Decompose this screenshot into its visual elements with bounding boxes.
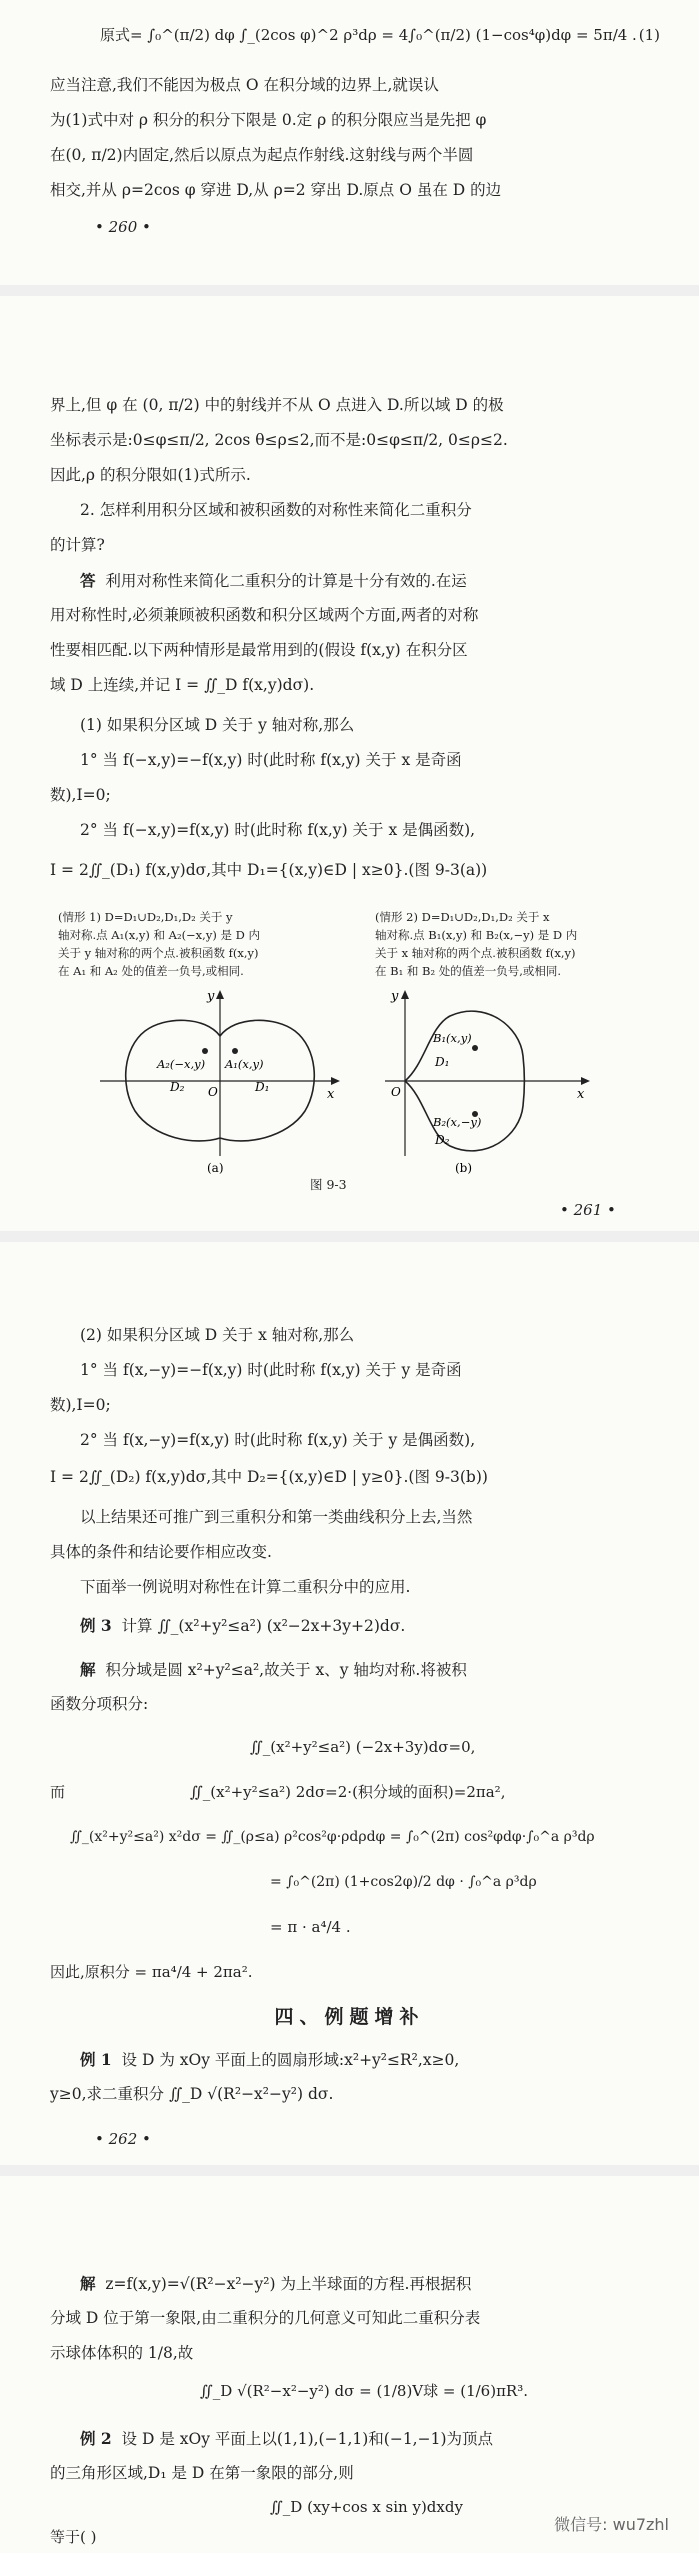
- paragraph-line: 具体的条件和结论要作相应改变.: [50, 1543, 272, 1561]
- paragraph-line: 相交,并从 ρ=2cos φ 穿进 D,从 ρ=2 穿出 D.原点 O 虽在 D 的边: [50, 181, 502, 199]
- paragraph-line: 应当注意,我们不能因为极点 O 在积分域的边界上,就误认: [50, 76, 439, 94]
- figure-title: 图 9-3: [310, 1177, 347, 1192]
- paragraph-line: 下面举一例说明对称性在计算二重积分中的应用.: [80, 1578, 411, 1596]
- page-number: • 262 •: [95, 2130, 151, 2148]
- case-line: (1) 如果积分区域 D 关于 y 轴对称,那么: [80, 716, 355, 734]
- example-label: 例 3: [80, 1616, 112, 1635]
- page-262: [0, 1242, 699, 2165]
- case-line: (2) 如果积分区域 D 关于 x 轴对称,那么: [80, 1326, 355, 1344]
- equation-1: [100, 22, 660, 48]
- math-line: = ∫₀^(2π) (1+cos2φ)/2 dφ · ∫₀^a ρ³dρ: [270, 1874, 537, 1890]
- caption-line: 轴对称.点 B₁(x,y) 和 B₂(x,−y) 是 D 内: [375, 928, 578, 942]
- answer-line: [80, 563, 654, 599]
- example-label: 例 2: [80, 2429, 112, 2448]
- solution-label: 解: [80, 2274, 96, 2293]
- caption-line: 在 B₁ 和 B₂ 处的值差一负号,或相同.: [375, 964, 562, 978]
- label-x: x: [327, 1087, 335, 1102]
- caption-line: 轴对称.点 A₁(x,y) 和 A₂(−x,y) 是 D 内: [58, 928, 260, 942]
- math-line: ∬_D (xy+cos x sin y)dxdy: [270, 2498, 463, 2516]
- y-axis-arrow: [216, 990, 224, 999]
- paragraph-line: 坐标表示是:0≤φ≤π/2, 2cos θ≤ρ≤2,而不是:0≤φ≤π/2, 0≤ρ≤2.: [50, 431, 508, 449]
- caption-a: [58, 908, 358, 980]
- label-a1: A₁(x,y): [225, 1057, 264, 1071]
- figure-9-3b: [375, 986, 595, 1176]
- caption-b: [375, 908, 675, 980]
- x-axis-arrow: [581, 1077, 590, 1085]
- x-axis-arrow: [331, 1077, 340, 1085]
- paragraph-line: 在(0, π/2)内固定,然后以原点为起点作射线.这射线与两个半圆: [50, 146, 474, 164]
- label-origin: O: [208, 1085, 218, 1099]
- label-y: y: [391, 989, 399, 1004]
- subfigure-label: (a): [207, 1161, 224, 1175]
- answer-line: 域 D 上连续,并记 I = ∬_D f(x,y)dσ).: [50, 676, 315, 694]
- paragraph-line: 为(1)式中对 ρ 积分的积分下限是 0.定 ρ 的积分限应当是先把 φ: [50, 111, 487, 129]
- label-d1: D₁: [435, 1055, 450, 1069]
- solution-text: z=f(x,y)=√(R²−x²−y²) 为上半球面的方程.再根据积: [105, 2275, 472, 2293]
- math-line: ∬_(x²+y²≤a²) x²dσ = ∬_(ρ≤a) ρ²cos²φ·ρdρdφ = ∫₀^(2π) cos²φdφ·∫₀^a ρ³dρ: [70, 1829, 595, 1845]
- page-260: [0, 0, 699, 285]
- label-d2: D₂: [170, 1080, 185, 1094]
- subfigure-label: (b): [455, 1161, 473, 1175]
- question-line: 的计算?: [50, 536, 105, 554]
- solution-line: 分域 D 位于第一象限,由二重积分的几何意义可知此二重积分表: [50, 2309, 481, 2327]
- page-number: • 260 •: [95, 218, 151, 236]
- watermark: 微信号: wu7zhl: [554, 2515, 669, 2534]
- solution-line: [80, 1652, 654, 1688]
- point-b1: [472, 1045, 478, 1051]
- label-a2: A₂(−x,y): [157, 1057, 206, 1071]
- example-text: 设 D 是 xOy 平面上以(1,1),(−1,1)和(−1,−1)为顶点: [121, 2430, 494, 2448]
- math-line: ∬_(x²+y²≤a²) 2dσ=2·(积分域的面积)=2πa²,: [190, 1783, 506, 1801]
- case-line: 2° 当 f(−x,y)=f(x,y) 时(此时称 f(x,y) 关于 x 是偶函数),: [80, 821, 476, 839]
- math-line: 因此,原积分 = πa⁴/4 + 2πa².: [50, 1963, 253, 1981]
- example-line: 的三角形区域,D₁ 是 D 在第一象限的部分,则: [50, 2464, 354, 2482]
- answer-label: 答: [80, 571, 96, 590]
- caption-line: 关于 y 轴对称的两个点.被积函数 f(x,y): [58, 946, 259, 960]
- example-3: [80, 1608, 654, 1644]
- case-line: I = 2∬_(D₁) f(x,y)dσ,其中 D₁={(x,y)∈D | x≥0}.(图 9-3(a)): [50, 861, 488, 879]
- solution-label: 解: [80, 1660, 96, 1679]
- page-number: • 261 •: [560, 1201, 616, 1219]
- solution-line: [80, 2266, 654, 2302]
- label-y: y: [207, 989, 215, 1004]
- case-line: 1° 当 f(−x,y)=−f(x,y) 时(此时称 f(x,y) 关于 x 是奇函: [80, 751, 462, 769]
- math-line: ∬_D √(R²−x²−y²) dσ = (1/8)V球 = (1/6)πR³.: [200, 2382, 529, 2400]
- paragraph-line: 界上,但 φ 在 (0, π/2) 中的射线并不从 O 点进入 D.所以域 D 的极: [50, 396, 504, 414]
- equation-1-tag: (1): [638, 26, 660, 44]
- answer-line: 性要相匹配.以下两种情形是最常用到的(假设 f(x,y) 在积分区: [50, 641, 468, 659]
- section-heading: 四、例题增补: [274, 2006, 425, 2028]
- case-line: 1° 当 f(x,−y)=−f(x,y) 时(此时称 f(x,y) 关于 y 是奇函: [80, 1361, 462, 1379]
- paragraph-line: 因此,ρ 的积分限如(1)式所示.: [50, 466, 251, 484]
- caption-line: 在 A₁ 和 A₂ 处的值差一负号,或相同.: [58, 964, 244, 978]
- case-line: 数),I=0;: [50, 786, 111, 804]
- point-a2: [202, 1048, 208, 1054]
- label-b1: B₁(x,y): [433, 1031, 472, 1045]
- answer-line: 用对称性时,必须兼顾被积函数和积分区域两个方面,两者的对称: [50, 606, 479, 624]
- paragraph-line: 以上结果还可推广到三重积分和第一类曲线积分上去,当然: [80, 1508, 473, 1526]
- example-text: 计算 ∬_(x²+y²≤a²) (x²−2x+3y+2)dσ.: [121, 1617, 406, 1635]
- label-x: x: [577, 1087, 585, 1102]
- example-label: 例 1: [80, 2050, 112, 2069]
- point-a1: [232, 1048, 238, 1054]
- example-1: [80, 2042, 654, 2078]
- solution-line: 示球体体积的 1/8,故: [50, 2344, 194, 2362]
- label-d1: D₁: [255, 1080, 270, 1094]
- question-line: 2. 怎样利用积分区域和被积函数的对称性来简化二重积分: [80, 501, 472, 519]
- case-line: 2° 当 f(x,−y)=f(x,y) 时(此时称 f(x,y) 关于 y 是偶函数),: [80, 1431, 476, 1449]
- caption-line: 关于 x 轴对称的两个点.被积函数 f(x,y): [375, 946, 576, 960]
- case-line: I = 2∬_(D₂) f(x,y)dσ,其中 D₂={(x,y)∈D | y≥0}.(图 9-3(b)): [50, 1468, 488, 1486]
- math-prefix: 而: [50, 1783, 66, 1801]
- example-line: y≥0,求二重积分 ∬_D √(R²−x²−y²) dσ.: [50, 2085, 334, 2103]
- answer-text: 利用对称性来简化二重积分的计算是十分有效的.在运: [105, 572, 467, 590]
- label-b2: B₂(x,−y): [433, 1115, 482, 1129]
- example-text: 设 D 为 xOy 平面上的圆扇形域:x²+y²≤R²,x≥0,: [121, 2051, 460, 2069]
- label-d2: D₂: [435, 1133, 450, 1147]
- equation-1-left: 原式=: [100, 26, 143, 44]
- case-line: 数),I=0;: [50, 1396, 111, 1414]
- y-axis-arrow: [401, 990, 409, 999]
- example-2: [80, 2421, 654, 2457]
- caption-line: (情形 1) D=D₁∪D₂,D₁,D₂ 关于 y: [58, 910, 233, 924]
- label-origin: O: [391, 1085, 401, 1099]
- solution-line: 函数分项积分:: [50, 1695, 149, 1713]
- page-263: [0, 2176, 699, 2553]
- figure-9-3a: [95, 986, 345, 1176]
- math-line: ∬_(x²+y²≤a²) (−2x+3y)dσ=0,: [250, 1738, 476, 1756]
- equation-1-body: ∫₀^(π/2) dφ ∫_(2cos φ)^2 ρ³dρ = 4∫₀^(π/2) (1−cos⁴φ)dφ = 5π/4 .: [147, 26, 637, 44]
- math-line: = π · a⁴/4 .: [270, 1918, 351, 1936]
- caption-line: (情形 2) D=D₁∪D₂,D₁,D₂ 关于 x: [375, 910, 550, 924]
- math-line: 等于( ): [50, 2528, 97, 2546]
- page-261: [0, 296, 699, 1231]
- solution-text: 积分域是圆 x²+y²≤a²,故关于 x、y 轴均对称.将被积: [105, 1661, 467, 1679]
